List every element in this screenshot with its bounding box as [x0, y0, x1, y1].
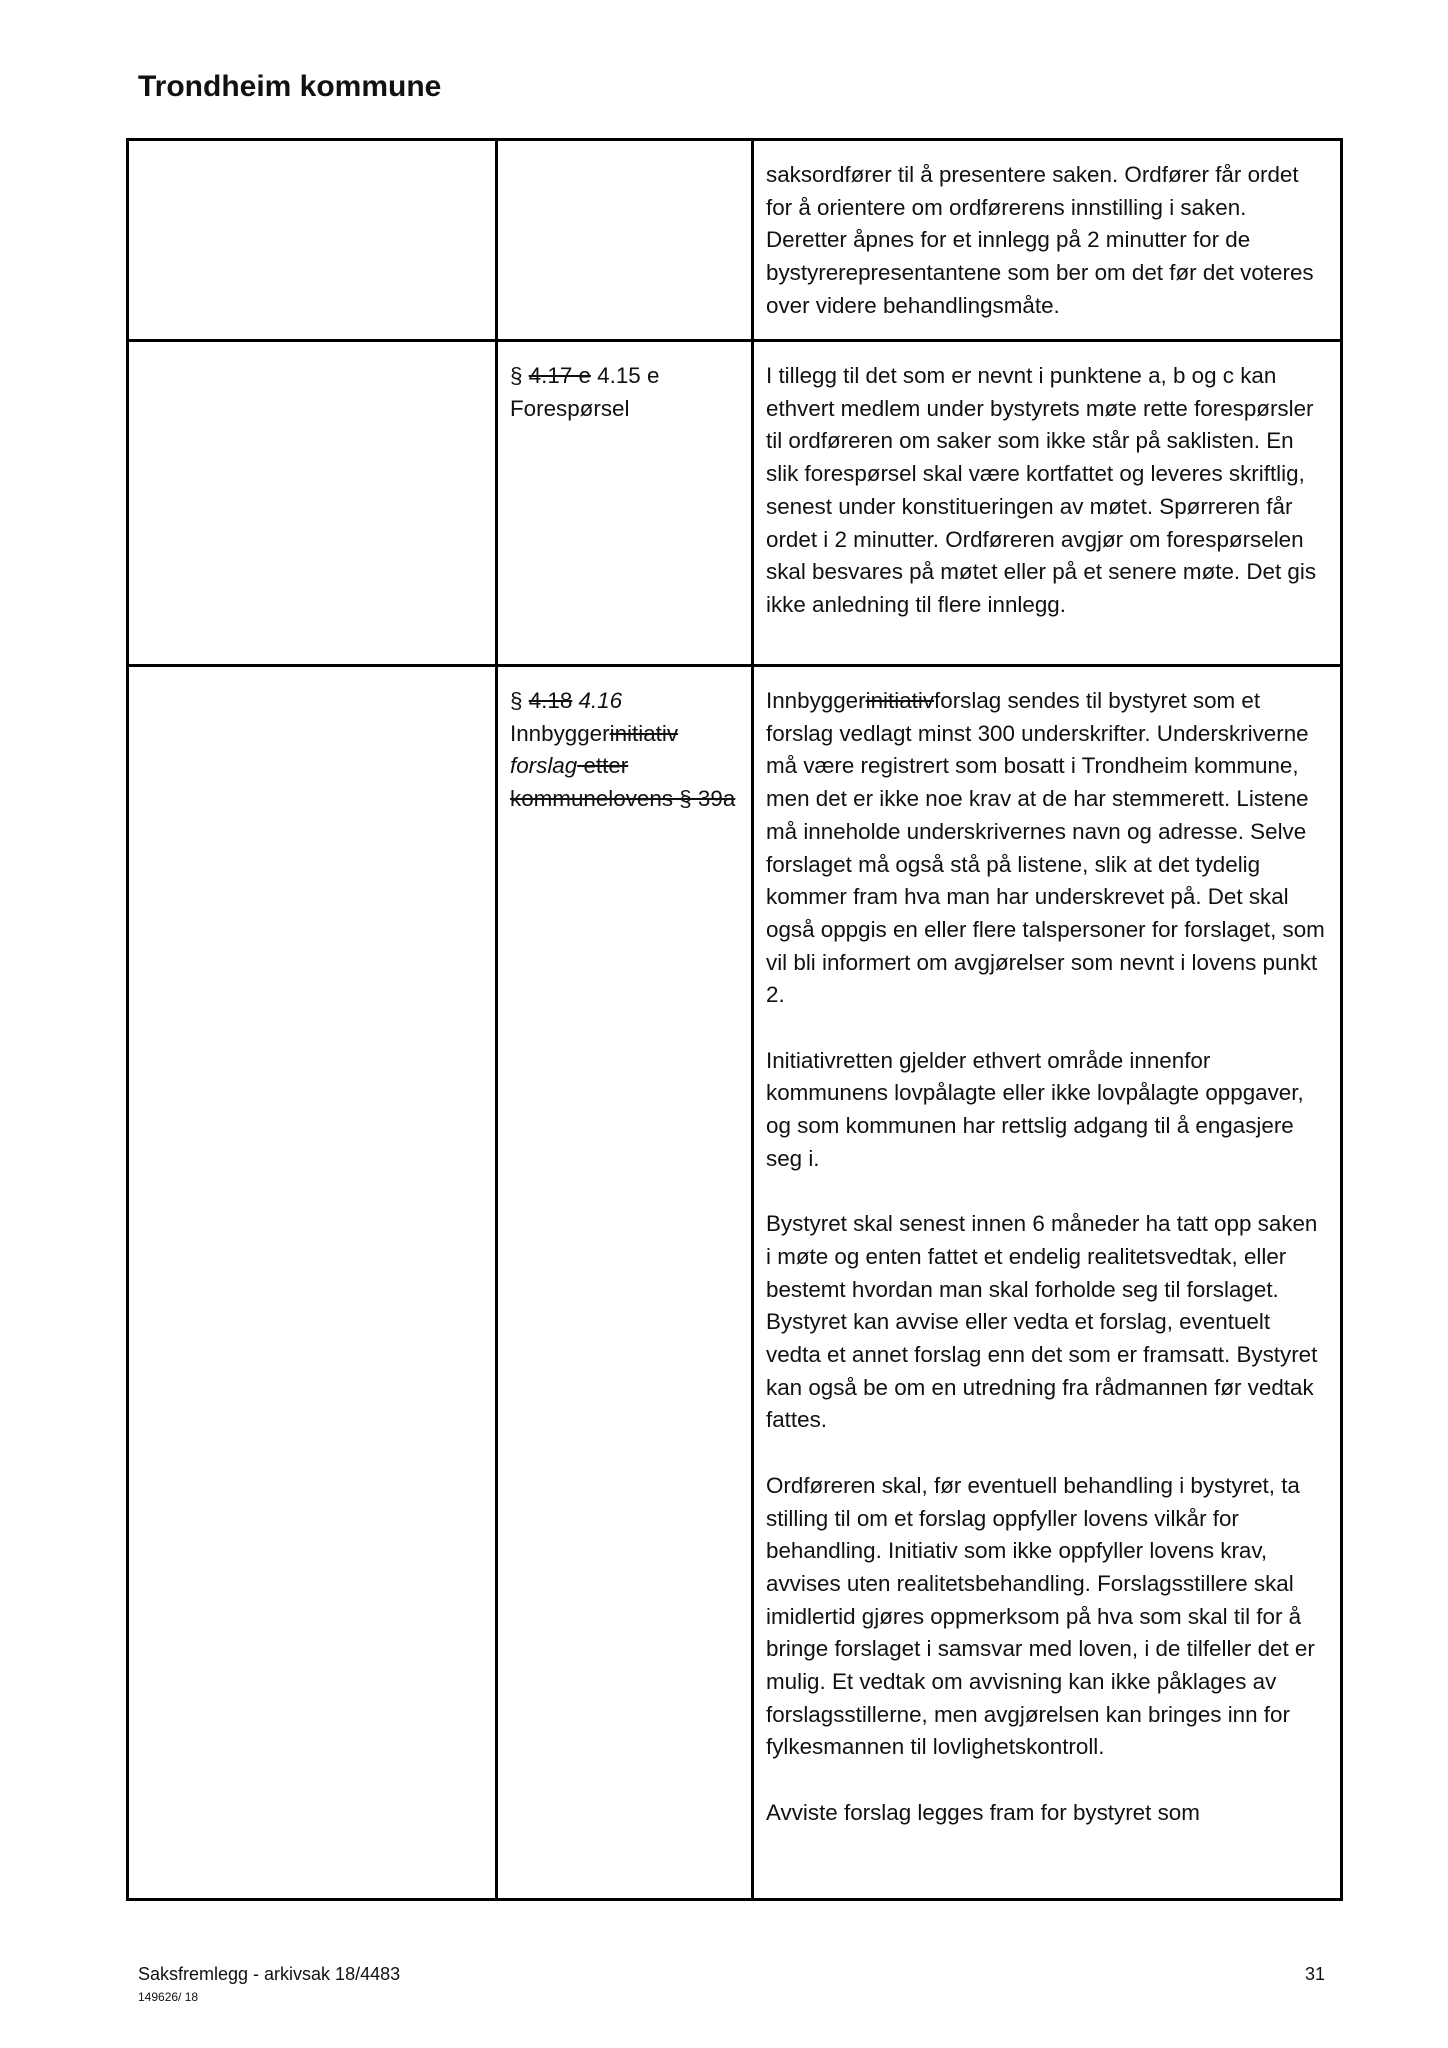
content-paragraph: I tillegg til det som er nevnt i punktene a, b og c kan ethvert medlem under bystyrets møte rette forespørsler til ordføreren om saker som ikke står på saklisten. En slik forespørsel skal være kortfattet og leveres skriftlig, senest under konstitueringen av møtet. Spørreren får ordet i 2 minutter. Ordføreren avgjør om forespørselen skal besvares på møtet eller på et senere møte. Det gis ikke anledning til flere innlegg. [766, 363, 1317, 617]
content-cell [753, 140, 1342, 341]
new-section-number: 4.15 e [590, 363, 660, 388]
table-row [128, 666, 1342, 1900]
footer-case-reference: Saksfremlegg - arkivsak 18/4483 [138, 1964, 401, 1984]
section-prefix: § [510, 363, 529, 388]
section-title: Forespørsel [510, 395, 630, 421]
deleted-word: initiativ [865, 688, 935, 713]
section-title-deleted: initiativ [609, 720, 679, 746]
section-title [510, 718, 739, 816]
section-number [510, 685, 739, 718]
section-cell [497, 140, 753, 341]
section-cell [497, 341, 753, 666]
empty-cell [128, 666, 497, 1900]
content-paragraph: Ordføreren skal, før eventuell behandling i bystyret, ta stilling til om et forslag oppfyller lovens vilkår for behandling. Initiativ som ikke oppfyller lovens krav, avvises uten realitetsbehandling. Forslagsstillere skal imidlertid gjøres oppmerksom på hva som skal til for å bringe forslaget i samsvar med loven, i de tilfeller det er mulig. Et vedtak om avvisning kan ikke påklages av forslagsstillerne, men avgjørelsen kan bringes inn for fylkesmannen til lovlighetskontroll. [766, 1472, 1315, 1760]
deleted-section-number: 4.18 [528, 688, 573, 713]
regulation-table [126, 138, 1343, 1901]
content-paragraph: Bystyret skal senest innen 6 måneder ha tatt opp saken i møte og enten fattet et endelig realitetsvedtak, eller bestemt hvordan man skal forholde seg til forslaget. Bystyret kan avvise eller vedta et forslag, eventuelt vedta et annet forslag enn det som er framsatt. Bystyret kan også be om en utredning fra rådmannen før vedtak fattes. [766, 1211, 1318, 1433]
first-word: Innbygger [766, 688, 866, 713]
content-cell [753, 666, 1342, 1900]
section-title-deleted-tail: etter kommunelovens § 39a [510, 753, 736, 812]
section-title-new: forslag [510, 753, 578, 779]
empty-cell [128, 341, 497, 666]
content-paragraph: Avviste forslag legges fram for bystyret som [766, 1799, 1200, 1825]
deleted-section-number: 4.17 e [528, 363, 591, 388]
section-title-start: Innbygger [510, 720, 610, 746]
page-number: 31 [1305, 1964, 1326, 1984]
empty-cell [128, 140, 497, 341]
page-header-title: Trondheim kommune [138, 70, 442, 103]
section-prefix: § [510, 688, 529, 713]
new-section-number: 4.16 [572, 688, 623, 713]
content-paragraph [766, 685, 1328, 1012]
footer-document-code: 149626/ 18 [138, 1990, 199, 2004]
section-cell [497, 666, 753, 1900]
section-number [510, 360, 739, 393]
table-row [128, 140, 1342, 341]
content-paragraph: Initiativretten gjelder ethvert område innenfor kommunens lovpålagte eller ikke lovpålagte oppgaver, og som kommunen har rettslig adgang til å engasjere seg i. [766, 1047, 1304, 1171]
paragraph-rest: forslag sendes til bystyret som et forslag vedlagt minst 300 underskrifter. Underskriverne må være registrert som bosatt i Trondheim kommune, men det er ikke noe krav at de har stemmerett. Listene må inneholde underskrivernes navn og adresse. Selve forslaget må også stå på listene, slik at det tydelig kommer fram hva man har underskrevet på. Det skal også oppgis en eller flere talspersoner for forslaget, som vil bli informert om avgjørelser som nevnt i lovens punkt 2. [766, 688, 1325, 1008]
table-row [128, 341, 1342, 666]
content-paragraph: saksordfører til å presentere saken. Ordfører får ordet for å orientere om ordførerens innstilling i saken. Deretter åpnes for et innlegg på 2 minutter for de bystyrerepresentantene som ber om det før det voteres over videre behandlingsmåte. [766, 162, 1314, 318]
content-cell [753, 341, 1342, 666]
